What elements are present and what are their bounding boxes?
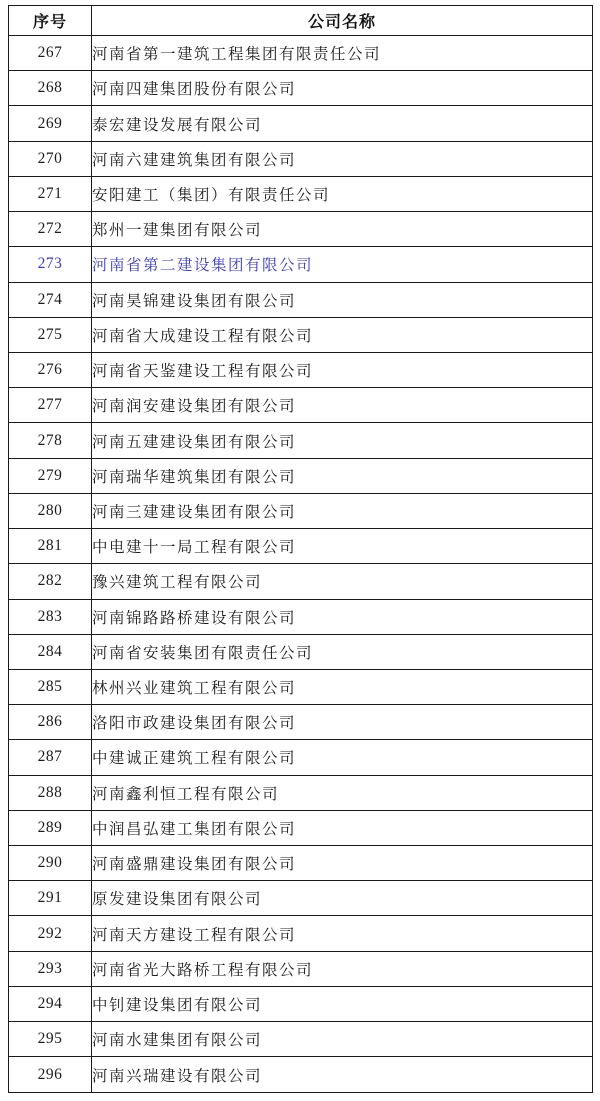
row-serial-number: 291 <box>9 881 92 916</box>
company-name-cell: 洛阳市政建设集团有限公司 <box>92 705 593 740</box>
row-serial-number: 289 <box>9 810 92 845</box>
company-name-cell: 河南天方建设工程有限公司 <box>92 916 593 951</box>
table-row <box>9 71 593 106</box>
row-serial-number: 296 <box>9 1057 92 1093</box>
row-serial-number: 276 <box>9 352 92 387</box>
company-name-cell: 河南五建建设集团有限公司 <box>92 423 593 458</box>
row-serial-number: 281 <box>9 529 92 564</box>
company-name-cell: 安阳建工（集团）有限责任公司 <box>92 176 593 211</box>
table-row <box>9 986 593 1021</box>
company-name-cell: 河南省安装集团有限责任公司 <box>92 634 593 669</box>
table-row <box>9 493 593 528</box>
table-row <box>9 564 593 599</box>
company-name-cell: 泰宏建设发展有限公司 <box>92 106 593 141</box>
table-row <box>9 423 593 458</box>
row-serial-number: 295 <box>9 1022 92 1057</box>
table-row <box>9 106 593 141</box>
row-serial-number: 280 <box>9 493 92 528</box>
row-serial-number: 286 <box>9 705 92 740</box>
company-name-link[interactable]: 河南省第二建设集团有限公司 <box>92 247 593 282</box>
company-list-table <box>8 5 593 1093</box>
company-name-cell: 河南昊锦建设集团有限公司 <box>92 282 593 317</box>
company-name-cell: 河南鑫利恒工程有限公司 <box>92 775 593 810</box>
header-serial-number: 序号 <box>9 6 92 36</box>
row-serial-number: 285 <box>9 669 92 704</box>
company-name-cell: 河南水建集团有限公司 <box>92 1022 593 1057</box>
table-row <box>9 916 593 951</box>
company-name-cell: 河南六建建筑集团有限公司 <box>92 141 593 176</box>
row-serial-number: 277 <box>9 388 92 423</box>
table-row <box>9 740 593 775</box>
row-serial-number: 274 <box>9 282 92 317</box>
table-header <box>9 6 593 36</box>
row-serial-number: 278 <box>9 423 92 458</box>
table-row <box>9 388 593 423</box>
company-name-cell: 原发建设集团有限公司 <box>92 881 593 916</box>
company-name-cell: 河南省天鉴建设工程有限公司 <box>92 352 593 387</box>
company-name-cell: 河南省光大路桥工程有限公司 <box>92 951 593 986</box>
header-row <box>9 6 593 36</box>
company-name-cell: 河南瑞华建筑集团有限公司 <box>92 458 593 493</box>
row-serial-number: 268 <box>9 71 92 106</box>
row-serial-number: 283 <box>9 599 92 634</box>
row-serial-number: 293 <box>9 951 92 986</box>
company-name-cell: 河南省第一建筑工程集团有限责任公司 <box>92 36 593 71</box>
table-row <box>9 176 593 211</box>
table-row <box>9 529 593 564</box>
row-serial-number: 284 <box>9 634 92 669</box>
company-name-cell: 河南盛鼎建设集团有限公司 <box>92 846 593 881</box>
table-row <box>9 352 593 387</box>
table-row <box>9 141 593 176</box>
row-serial-number: 275 <box>9 317 92 352</box>
company-name-cell: 河南四建集团股份有限公司 <box>92 71 593 106</box>
row-serial-number: 267 <box>9 36 92 71</box>
company-name-cell: 中润昌弘建工集团有限公司 <box>92 810 593 845</box>
row-serial-number: 287 <box>9 740 92 775</box>
company-name-cell: 河南锦路路桥建设有限公司 <box>92 599 593 634</box>
row-serial-number: 290 <box>9 846 92 881</box>
company-name-cell: 豫兴建筑工程有限公司 <box>92 564 593 599</box>
table-row <box>9 458 593 493</box>
row-serial-number: 273 <box>9 247 92 282</box>
company-table-body <box>9 36 593 1093</box>
company-name-cell: 河南兴瑞建设有限公司 <box>92 1057 593 1093</box>
table-row <box>9 705 593 740</box>
table-row <box>9 599 593 634</box>
table-row <box>9 846 593 881</box>
company-name-cell: 郑州一建集团有限公司 <box>92 212 593 247</box>
table-row <box>9 669 593 704</box>
table-row <box>9 634 593 669</box>
company-name-cell: 中建诚正建筑工程有限公司 <box>92 740 593 775</box>
row-serial-number: 294 <box>9 986 92 1021</box>
company-name-cell: 中钊建设集团有限公司 <box>92 986 593 1021</box>
table-row <box>9 317 593 352</box>
company-name-cell: 河南润安建设集团有限公司 <box>92 388 593 423</box>
row-serial-number: 282 <box>9 564 92 599</box>
row-serial-number: 292 <box>9 916 92 951</box>
row-serial-number: 271 <box>9 176 92 211</box>
table-row <box>9 1022 593 1057</box>
table-row <box>9 1057 593 1093</box>
row-serial-number: 270 <box>9 141 92 176</box>
table-row <box>9 282 593 317</box>
row-serial-number: 279 <box>9 458 92 493</box>
row-serial-number: 269 <box>9 106 92 141</box>
company-name-cell: 河南省大成建设工程有限公司 <box>92 317 593 352</box>
company-name-cell: 林州兴业建筑工程有限公司 <box>92 669 593 704</box>
table-row <box>9 951 593 986</box>
table-row <box>9 775 593 810</box>
company-name-cell: 中电建十一局工程有限公司 <box>92 529 593 564</box>
table-row <box>9 212 593 247</box>
header-company-name: 公司名称 <box>92 6 593 36</box>
table-row <box>9 247 593 282</box>
company-name-cell: 河南三建建设集团有限公司 <box>92 493 593 528</box>
table-row <box>9 881 593 916</box>
row-serial-number: 288 <box>9 775 92 810</box>
table-row <box>9 36 593 71</box>
table-row <box>9 810 593 845</box>
row-serial-number: 272 <box>9 212 92 247</box>
